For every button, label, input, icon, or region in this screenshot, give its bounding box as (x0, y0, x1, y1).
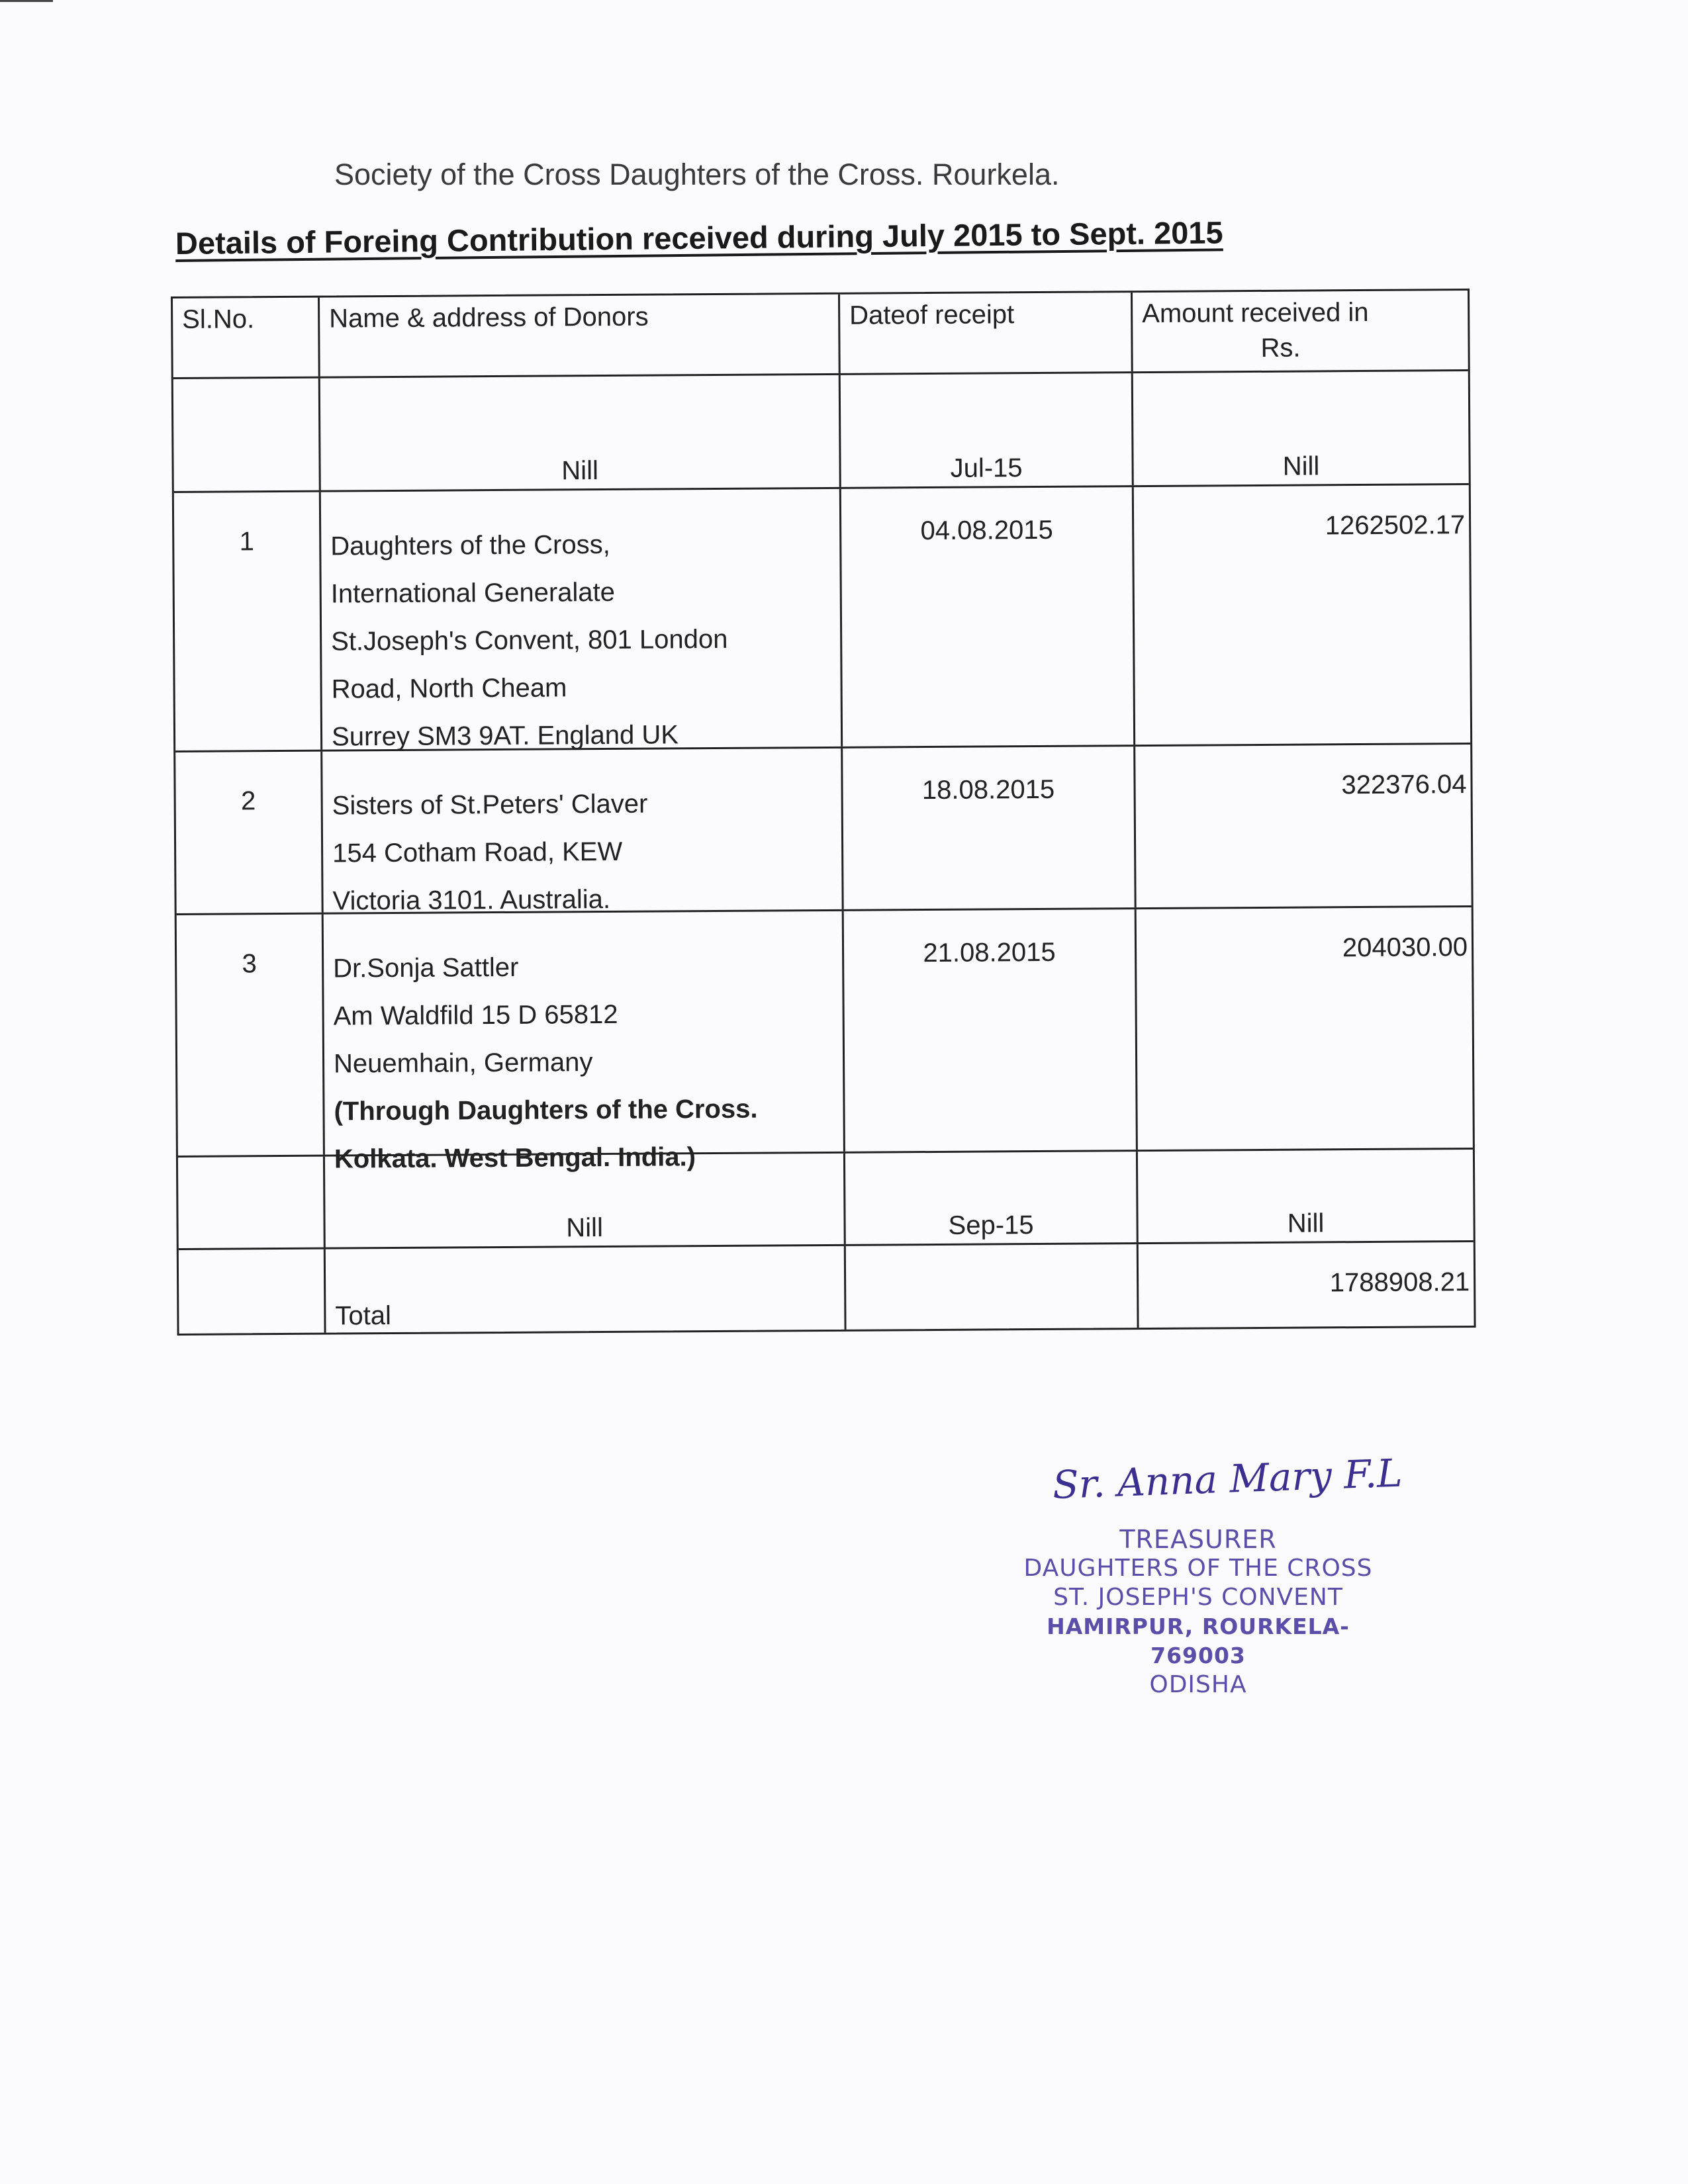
table-header-row (173, 291, 1468, 379)
table-row (174, 485, 1470, 752)
table-row (178, 1150, 1474, 1250)
donor-line: Dr.Sonja Sattler (333, 952, 519, 983)
header-amount-line1: Amount received in (1142, 297, 1369, 329)
sl-cell (173, 379, 321, 491)
sl-cell: 3 (177, 915, 325, 1156)
stamp-line: TREASURER (1119, 1525, 1277, 1554)
amount-cell (1133, 371, 1469, 485)
date-cell: 18.08.2015 (843, 747, 1136, 909)
date-value: Sep-15 (948, 1210, 1034, 1240)
table-row (175, 745, 1471, 915)
treasurer-signature: Sr. Anna Mary F.L (1051, 1450, 1403, 1508)
header-amount-line2: Rs. (1260, 333, 1301, 363)
contribution-table (171, 289, 1476, 1336)
total-amount: 1788908.21 (1329, 1267, 1470, 1298)
table-row (177, 907, 1473, 1174)
amount-cell: 204030.00 (1342, 933, 1468, 963)
donor-cell (320, 375, 841, 490)
donor-line: Surrey SM3 9AT. England UK (331, 720, 679, 752)
total-label: Total (335, 1300, 392, 1331)
document-subheading: Details of Foreing Contribution received during July 2015 to Sept. 2015 (175, 214, 1223, 261)
header-amount (1133, 291, 1468, 371)
donor-line: St.Joseph's Convent, 801 London (331, 624, 728, 657)
stamp-line: ODISHA (1149, 1671, 1247, 1698)
donor-line: Daughters of the Cross, (330, 529, 610, 561)
donor-line: Nill (561, 456, 599, 486)
stamp-line: HAMIRPUR, ROURKELA- 769003 (1047, 1614, 1350, 1668)
stamp-line: DAUGHTERS OF THE CROSS (1023, 1555, 1373, 1582)
donor-line: Am Waldfild 15 D 65812 (333, 999, 618, 1031)
scan-corner-mark (0, 0, 53, 2)
total-label-cell (326, 1246, 847, 1333)
donor-line: International Generalate (330, 577, 616, 609)
donor-line: Road, North Cheam (331, 673, 567, 704)
donor-note-line: Kolkata. West Bengal. India.) (334, 1142, 696, 1174)
document-heading: Society of the Cross Daughters of the Cross. Rourkela. (334, 158, 1060, 191)
date-cell: 21.08.2015 (844, 909, 1138, 1152)
donor-cell (321, 489, 843, 750)
donor-line: Neuemhain, Germany (333, 1048, 593, 1079)
donor-line: Nill (566, 1213, 604, 1243)
treasurer-stamp (1013, 1450, 1403, 1700)
table-row (173, 371, 1469, 493)
amount-value: Nill (1282, 451, 1320, 481)
donor-cell (324, 911, 845, 1174)
date-value: Jul-15 (950, 453, 1023, 483)
date-cell: 04.08.2015 (841, 487, 1135, 747)
donor-cell (325, 1154, 846, 1248)
donor-line: 154 Cotham Road, KEW (332, 837, 623, 868)
date-cell (845, 1152, 1139, 1244)
sl-cell (179, 1250, 326, 1334)
sl-cell: 1 (174, 492, 322, 751)
sl-cell: 2 (175, 752, 323, 913)
donor-line: Victoria 3101. Australia. (332, 884, 611, 916)
amount-cell: 322376.04 (1341, 770, 1467, 800)
header-sl-no: Sl.No. (173, 298, 320, 377)
date-cell (841, 373, 1134, 487)
donor-note-line: (Through Daughters of the Cross. (334, 1094, 758, 1126)
date-cell (846, 1244, 1139, 1330)
stamp-line: ST. JOSEPH'S CONVENT (1053, 1584, 1343, 1611)
table-total-row (179, 1242, 1474, 1334)
amount-value: Nill (1287, 1208, 1325, 1238)
header-donor: Name & address of Donors (320, 295, 841, 377)
sl-cell (178, 1157, 326, 1248)
amount-cell (1138, 1150, 1474, 1242)
header-date: Dateof receipt (840, 293, 1133, 373)
donor-line: Sisters of St.Peters' Claver (332, 789, 648, 821)
donor-cell (322, 749, 843, 916)
amount-cell: 1262502.17 (1325, 510, 1466, 541)
